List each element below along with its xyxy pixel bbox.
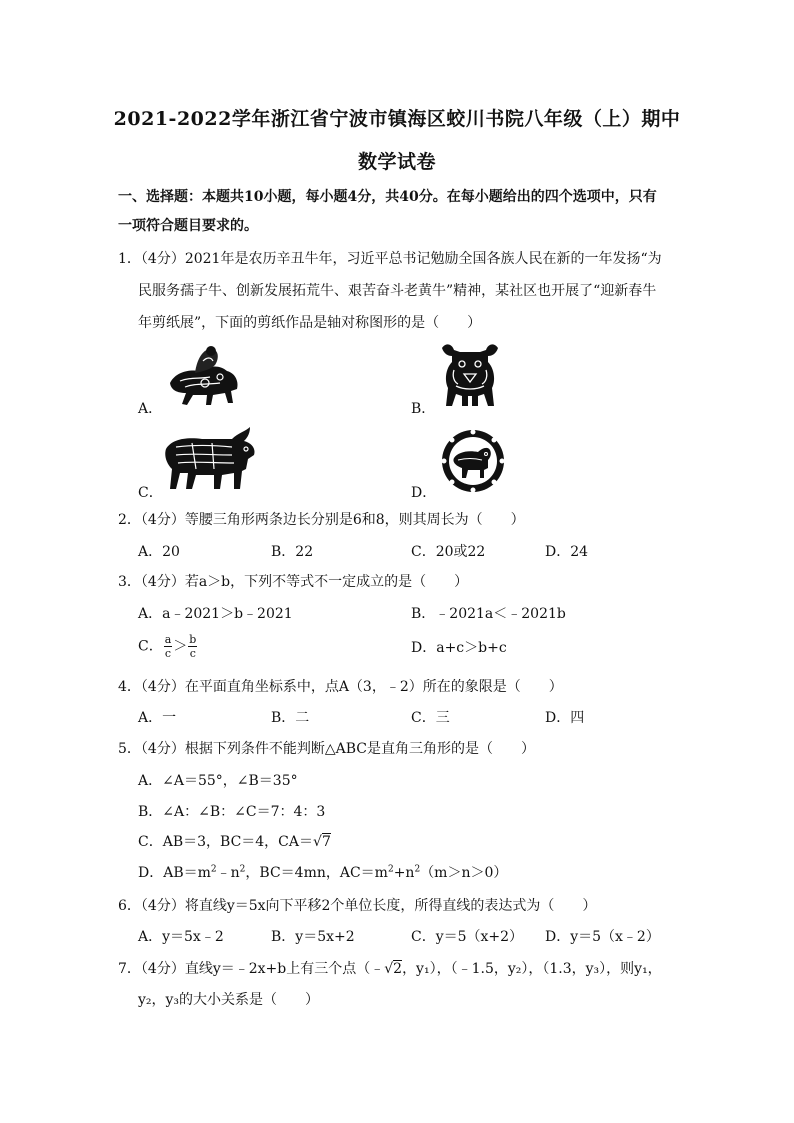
- q7-line1-pre: 7．（4分）直线y＝﹣2x+b上有三个点（﹣: [118, 961, 385, 977]
- q3-option-d: D．a+c＞b+c: [411, 640, 507, 656]
- q1-line2: 民服务孺子牛、创新发展拓荒牛、艰苦奋斗老黄牛”精神，某社区也开展了“迎新春牛: [138, 283, 657, 299]
- q2-option-d: D．24: [545, 544, 589, 560]
- fraction-a-over-c: [164, 633, 173, 660]
- ox-circle-papercut-icon: [440, 428, 506, 498]
- exponent: 2: [414, 864, 421, 875]
- q5-d-part3: ，BC＝4mn，AC＝m: [245, 865, 388, 881]
- sqrt-symbol: √: [313, 834, 322, 850]
- q6-option-a: A．y＝5x﹣2: [138, 929, 224, 945]
- q5-d-part2: ﹣n: [216, 865, 240, 881]
- exam-title-line2: 数学试卷: [357, 151, 436, 173]
- ox-rider-papercut-icon: [165, 343, 243, 413]
- q2-option-a: A．20: [138, 544, 180, 560]
- q6-option-c: C．y＝5（x+2）: [411, 929, 524, 945]
- q2-stem: 2．（4分）等腰三角形两条边长分别是6和8，则其周长为（ ）: [118, 512, 525, 528]
- fraction-denominator: c: [164, 647, 172, 660]
- exponent: 2: [387, 864, 394, 875]
- fraction-b-over-c: [188, 633, 197, 660]
- exponent: 2: [239, 864, 246, 875]
- q5-stem: 5．（4分）根据下列条件不能判断△ABC是直角三角形的是（ ）: [118, 741, 535, 757]
- q5-option-a: A．∠A＝55°，∠B＝35°: [138, 773, 298, 789]
- q3-stem: 3．（4分）若a＞b，下列不等式不一定成立的是（ ）: [118, 574, 469, 590]
- ox-front-papercut-icon: [438, 340, 502, 414]
- fraction-numerator: a: [164, 633, 172, 646]
- exponent: 2: [210, 864, 217, 875]
- q3-option-a: A．a﹣2021＞b﹣2021: [138, 606, 293, 622]
- q5-option-c-text: C．AB＝3，BC＝4，CA＝: [138, 834, 314, 850]
- q4-option-b: B．二: [271, 710, 310, 726]
- q3-option-c: [138, 633, 198, 660]
- relation-symbol: ＞: [173, 638, 188, 655]
- q7-line2: y₂，y₃的大小关系是（ ）: [138, 992, 320, 1008]
- q4-option-a: A．一: [138, 710, 177, 726]
- q4-option-c: C．三: [411, 710, 450, 726]
- q2-option-c: C．20或22: [411, 544, 486, 560]
- q1-line3: 年剪纸展”，下面的剪纸作品是轴对称图形的是（ ）: [138, 315, 482, 331]
- fraction-numerator: b: [189, 633, 197, 646]
- section-heading-line1: 一、选择题：本题共10小题，每小题4分，共40分。在每小题给出的四个选项中，只有: [118, 189, 657, 205]
- q5-option-b: B．∠A：∠B：∠C＝7：4：3: [138, 804, 326, 820]
- q1-option-d: D．: [411, 485, 437, 501]
- ox-side-papercut-icon: [162, 425, 260, 497]
- q7-line1: [118, 958, 662, 978]
- q5-d-part1: D．AB＝m: [138, 865, 211, 881]
- q5-d-part5: （m＞n＞0）: [420, 865, 508, 881]
- q6-option-b: B．y＝5x+2: [271, 929, 355, 945]
- q3-option-b: B．﹣2021a＜﹣2021b: [411, 606, 566, 622]
- q6-option-d: D．y＝5（x﹣2）: [545, 929, 660, 945]
- q3-option-c-label: C．: [138, 638, 163, 655]
- q4-stem: 4．（4分）在平面直角坐标系中，点A（3，﹣2）所在的象限是（ ）: [118, 679, 563, 695]
- sqrt-radicand: 7: [321, 834, 331, 850]
- q1-line1: 1．（4分）2021年是农历辛丑牛年，习近平总书记勉励全国各族人民在新的一年发扬“为: [118, 251, 662, 267]
- sqrt-symbol: √: [384, 961, 394, 977]
- q5-option-d: [138, 862, 507, 882]
- q6-stem: 6．（4分）将直线y＝5x向下平移2个单位长度，所得直线的表达式为（ ）: [118, 898, 597, 914]
- q5-d-part4: +n: [393, 865, 415, 881]
- sqrt-radicand: 2: [393, 961, 403, 977]
- exam-title-line1: 2021-2022学年浙江省宁波市镇海区蛟川书院八年级（上）期中: [113, 108, 681, 130]
- fraction-denominator: c: [189, 647, 196, 660]
- q4-option-d: D．四: [545, 710, 585, 726]
- q1-option-a: A．: [138, 401, 163, 417]
- q1-option-b: B．: [411, 401, 436, 417]
- q1-option-c: C．: [138, 485, 163, 501]
- q2-option-b: B．22: [271, 544, 314, 560]
- q5-option-c: [138, 831, 331, 851]
- section-heading-line2: 一项符合题目要求的。: [118, 218, 258, 234]
- q7-line1-post: ，y₁），（﹣1.5，y₂），（1.3，y₃），则y₁，: [402, 961, 662, 977]
